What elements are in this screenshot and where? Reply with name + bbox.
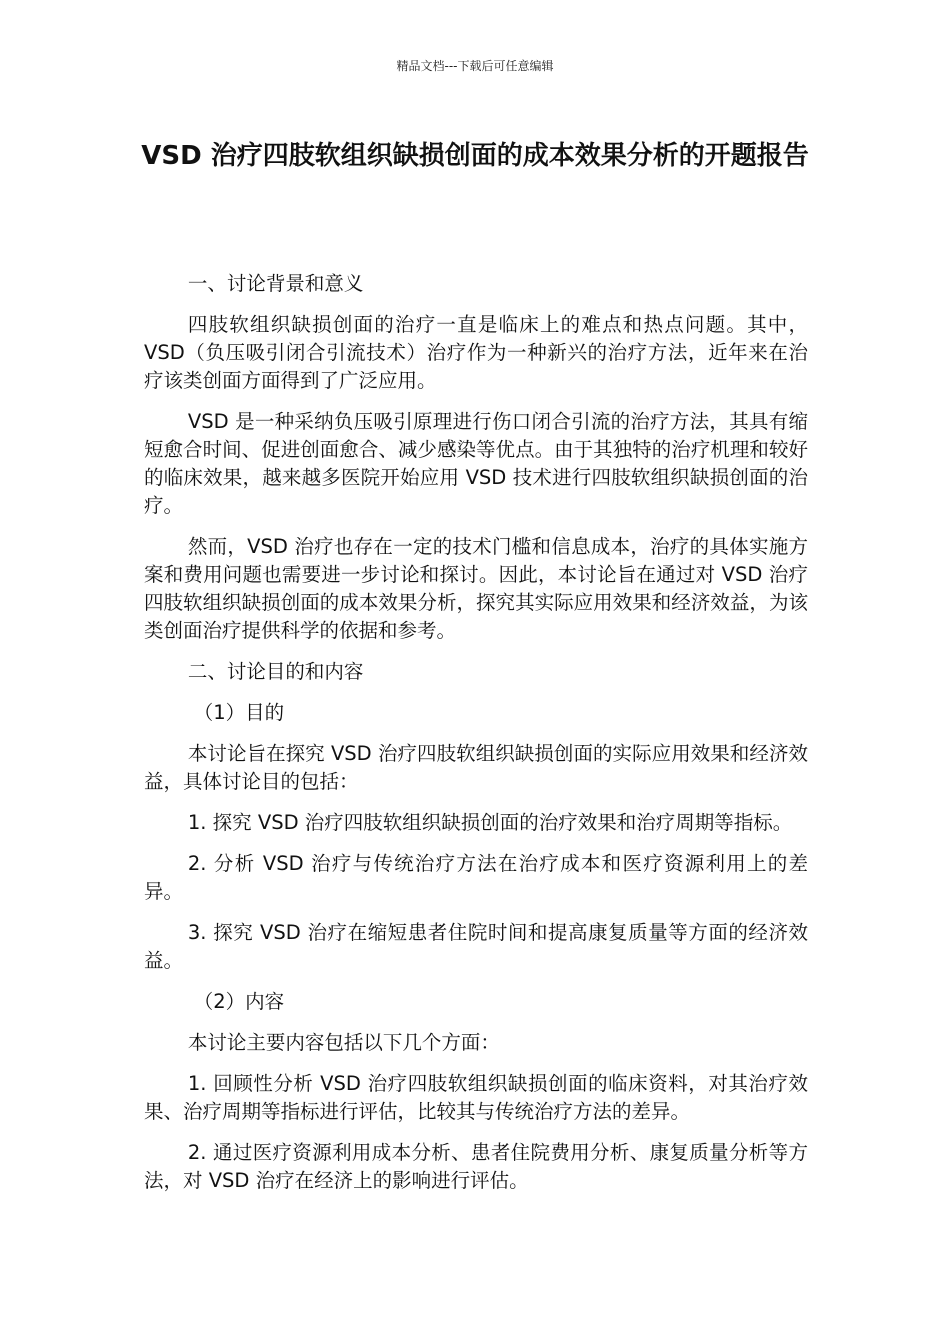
paragraph-background-2: VSD 是一种采纳负压吸引原理进行伤口闭合引流的治疗方法，其具有缩短愈合时间、促进创面愈合、减少感染等优点。由于其独特的治疗机理和较好的临床效果，越来越多医院开始应用 VSD 技术进行四肢软组织缺损创面的治疗。 <box>144 410 808 517</box>
subheading-content: （2）内容 <box>193 990 285 1013</box>
list-item-purpose-1: 1. 探究 VSD 治疗四肢软组织缺损创面的治疗效果和治疗周期等指标。 <box>187 811 793 834</box>
list-item-purpose-3: 3. 探究 VSD 治疗在缩短患者住院时间和提高康复质量等方面的经济效益。 <box>144 921 808 972</box>
paragraph-content-intro: 本讨论主要内容包括以下几个方面： <box>187 1031 500 1054</box>
paragraph-background-1: 四肢软组织缺损创面的治疗一直是临床上的难点和热点问题。其中，VSD（负压吸引闭合引流技术）治疗作为一种新兴的治疗方法，近年来在治疗该类创面方面得到了广泛应用。 <box>144 313 808 392</box>
document-title: VSD 治疗四肢软组织缺损创面的成本效果分析的开题报告 <box>141 141 809 171</box>
section-heading-background: 一、讨论背景和意义 <box>187 272 364 295</box>
paragraph-background-3: 然而，VSD 治疗也存在一定的技术门槛和信息成本，治疗的具体实施方案和费用问题也需要进一步讨论和探讨。因此，本讨论旨在通过对 VSD 治疗四肢软组织缺损创面的成本效果分析，探究其实际应用效果和经济效益，为该类创面治疗提供科学的依据和参考。 <box>144 535 808 642</box>
list-item-purpose-2: 2. 分析 VSD 治疗与传统治疗方法在治疗成本和医疗资源利用上的差异。 <box>144 852 808 903</box>
list-item-content-1: 1. 回顾性分析 VSD 治疗四肢软组织缺损创面的临床资料，对其治疗效果、治疗周期等指标进行评估，比较其与传统治疗方法的差异。 <box>144 1072 808 1123</box>
paragraph-purpose-intro: 本讨论旨在探究 VSD 治疗四肢软组织缺损创面的实际应用效果和经济效益，具体讨论目的包括： <box>144 742 808 793</box>
document-body <box>144 270 808 1208</box>
section-heading-objectives: 二、讨论目的和内容 <box>187 660 364 683</box>
header-note: 精品文档---下载后可任意编辑 <box>396 59 554 73</box>
list-item-content-2: 2. 通过医疗资源利用成本分析、患者住院费用分析、康复质量分析等方法，对 VSD 治疗在经济上的影响进行评估。 <box>144 1141 808 1192</box>
subheading-purpose: （1）目的 <box>193 701 285 724</box>
